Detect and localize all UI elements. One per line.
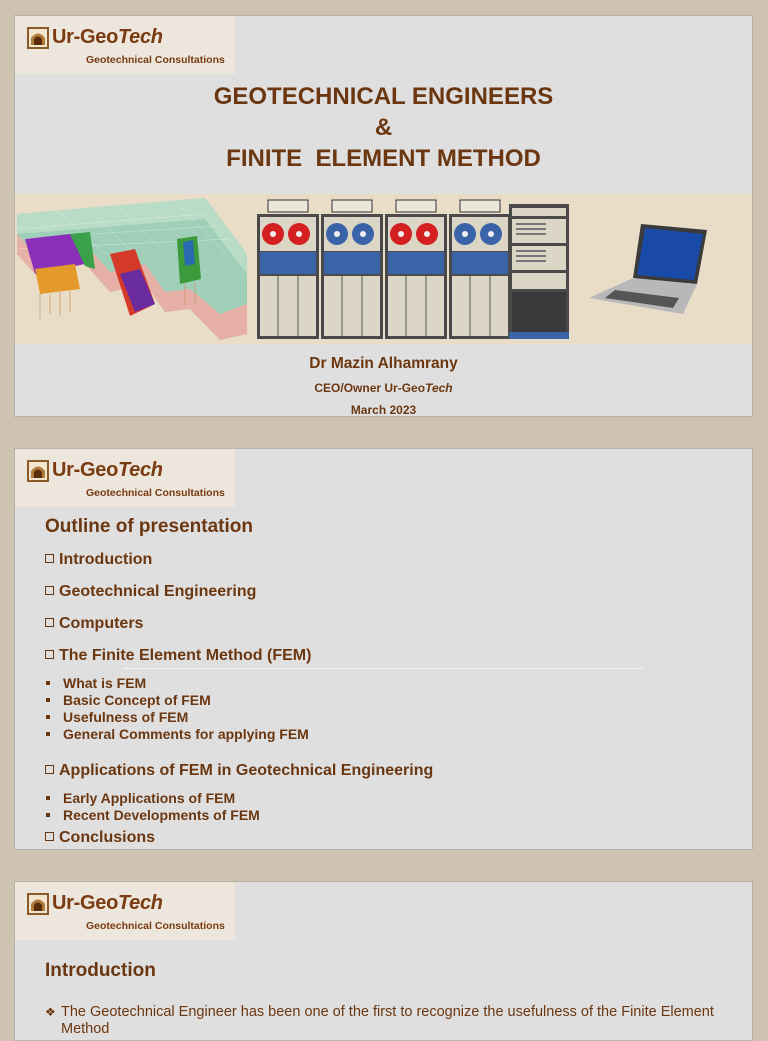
arch-logo-icon	[27, 893, 49, 915]
checkbox-bullet-icon	[45, 832, 54, 841]
outline-slide	[14, 448, 753, 850]
checkbox-bullet-icon	[45, 765, 54, 774]
diamond-bullet-icon: ❖	[45, 1005, 56, 1019]
sub-item-what-is-fem: What is FEM	[46, 675, 146, 691]
square-bullet-icon	[46, 813, 50, 817]
company-logo	[15, 449, 235, 507]
checkbox-bullet-icon	[45, 650, 54, 659]
fe-mesh-illustration	[17, 198, 247, 340]
sub-item-usefulness: Usefulness of FEM	[46, 709, 188, 725]
sub-item-general-comments: General Comments for applying FEM	[46, 726, 309, 742]
checkbox-bullet-icon	[45, 586, 54, 595]
outline-item-computers: Computers	[45, 615, 143, 633]
presentation-date: March 2023	[350, 403, 417, 417]
divider	[123, 668, 643, 669]
outline-heading: Outline of presentation	[45, 516, 253, 537]
outline-item-introduction: Introduction	[45, 551, 152, 569]
square-bullet-icon	[46, 681, 50, 685]
square-bullet-icon	[46, 796, 50, 800]
checkbox-bullet-icon	[45, 554, 54, 563]
square-bullet-icon	[46, 715, 50, 719]
brand-name: Ur-GeoTech	[52, 26, 163, 48]
square-bullet-icon	[46, 732, 50, 736]
outline-item-conclusions: Conclusions	[45, 829, 155, 847]
arch-logo-icon	[27, 27, 49, 49]
title-line-1: GEOTECHNICAL ENGINEERS	[213, 83, 554, 110]
sub-item-basic-concept: Basic Concept of FEM	[46, 692, 211, 708]
author-role: CEO/Owner Ur-GeoTech	[314, 381, 453, 395]
brand-tagline: Geotechnical Consultations	[86, 54, 225, 66]
laptop-illustration	[589, 224, 707, 314]
author-name: Dr Mazin Alhamrany	[309, 355, 458, 372]
sub-item-recent-developments: Recent Developments of FEM	[46, 807, 260, 823]
company-logo	[15, 882, 235, 940]
brand-name: Ur-GeoTech	[52, 459, 163, 481]
square-bullet-icon	[46, 698, 50, 702]
company-logo	[15, 16, 235, 74]
introduction-slide	[14, 881, 753, 1041]
outline-item-geotechnical: Geotechnical Engineering	[45, 583, 256, 601]
introduction-heading: Introduction	[45, 960, 156, 981]
banner-illustration	[15, 194, 752, 344]
brand-tagline: Geotechnical Consultations	[86, 487, 225, 499]
outline-item-applications: Applications of FEM in Geotechnical Engineering	[45, 762, 433, 780]
title-line-2: &	[374, 114, 393, 141]
checkbox-bullet-icon	[45, 618, 54, 627]
sub-item-early-applications: Early Applications of FEM	[46, 790, 235, 806]
introduction-paragraph: ❖ The Geotechnical Engineer has been one of the first to recognize the usefulness of the Finite Element Method	[45, 1004, 714, 1037]
brand-tagline: Geotechnical Consultations	[86, 920, 225, 932]
arch-logo-icon	[27, 460, 49, 482]
title-slide	[14, 15, 753, 417]
outline-item-fem: The Finite Element Method (FEM)	[45, 647, 311, 665]
mainframe-computers	[257, 200, 569, 339]
brand-name: Ur-GeoTech	[52, 892, 163, 914]
title-line-3: FINITE ELEMENT METHOD	[226, 145, 541, 172]
